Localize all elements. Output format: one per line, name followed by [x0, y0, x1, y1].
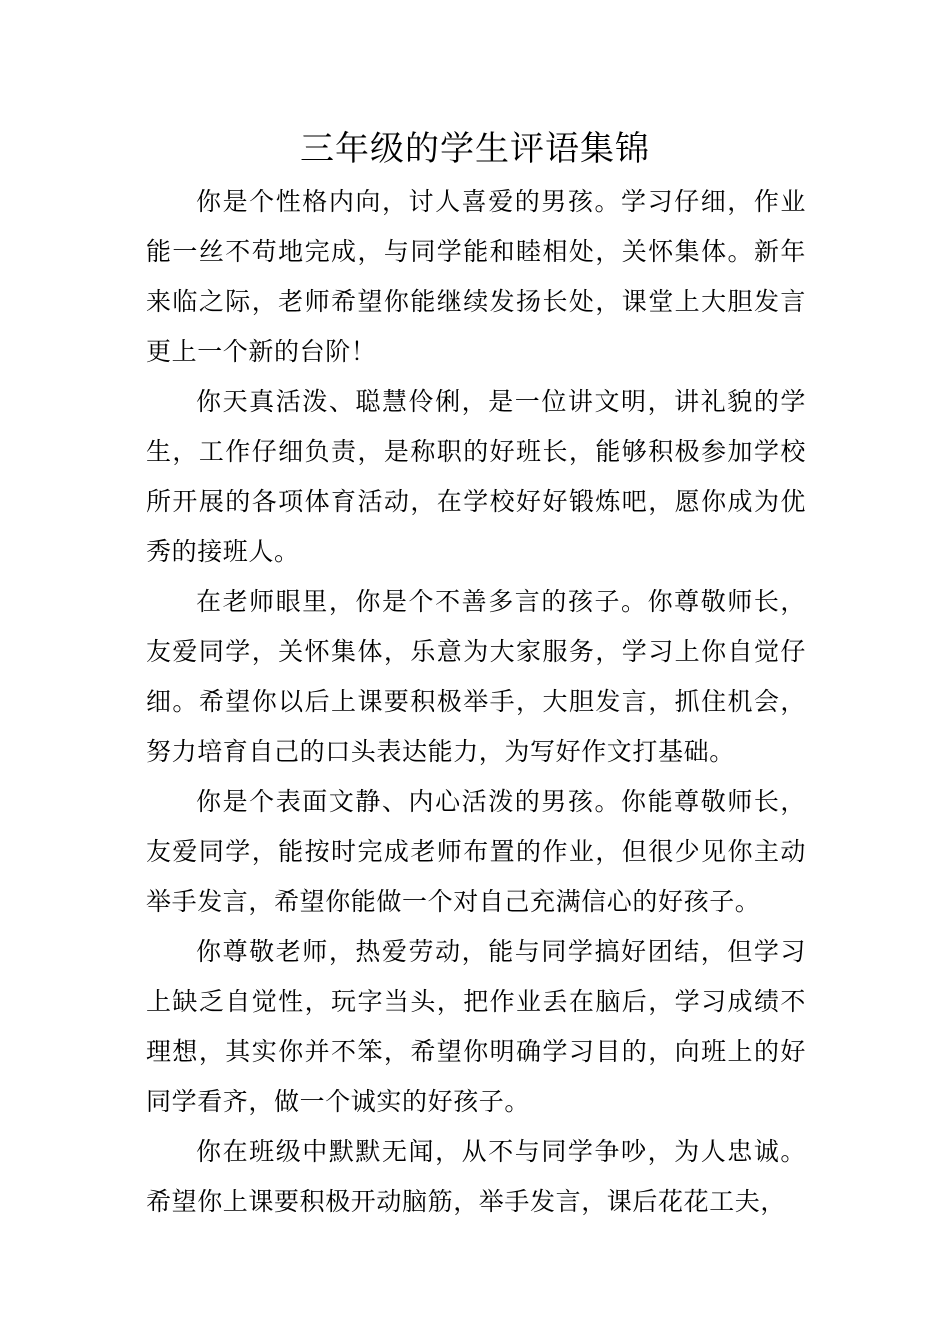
paragraph: 你尊敬老师，热爱劳动，能与同学搞好团结，但学习上缺乏自觉性，玩字当头，把作业丢在脑后，学习成绩不理想，其实你并不笨，希望你明确学习目的，向班上的好同学看齐，做一个诚实的好孩子。 [146, 937, 806, 1116]
paragraph: 你在班级中默默无闻，从不与同学争吵，为人忠诚。希望你上课要积极开动脑筋，举手发言，课后花花工夫， [146, 1137, 806, 1216]
paragraph: 你天真活泼、聪慧伶俐，是一位讲文明，讲礼貌的学生，工作仔细负责，是称职的好班长，能够积极参加学校所开展的各项体育活动，在学校好好锻炼吧，愿你成为优秀的接班人。 [146, 387, 806, 566]
document-title: 三年级的学生评语集锦 [300, 129, 650, 169]
document-body [146, 177, 806, 1227]
paragraph: 在老师眼里，你是个不善多言的孩子。你尊敬师长，友爱同学，关怀集体，乐意为大家服务，学习上你自觉仔细。希望你以后上课要积极举手，大胆发言，抓住机会，努力培育自己的口头表达能力，为写好作文打基础。 [146, 587, 806, 766]
paragraph: 你是个性格内向，讨人喜爱的男孩。学习仔细，作业能一丝不苟地完成，与同学能和睦相处，关怀集体。新年来临之际，老师希望你能继续发扬长处，课堂上大胆发言更上一个新的台阶！ [146, 187, 806, 366]
paragraph: 你是个表面文静、内心活泼的男孩。你能尊敬师长，友爱同学，能按时完成老师布置的作业，但很少见你主动举手发言，希望你能做一个对自己充满信心的好孩子。 [146, 787, 806, 916]
